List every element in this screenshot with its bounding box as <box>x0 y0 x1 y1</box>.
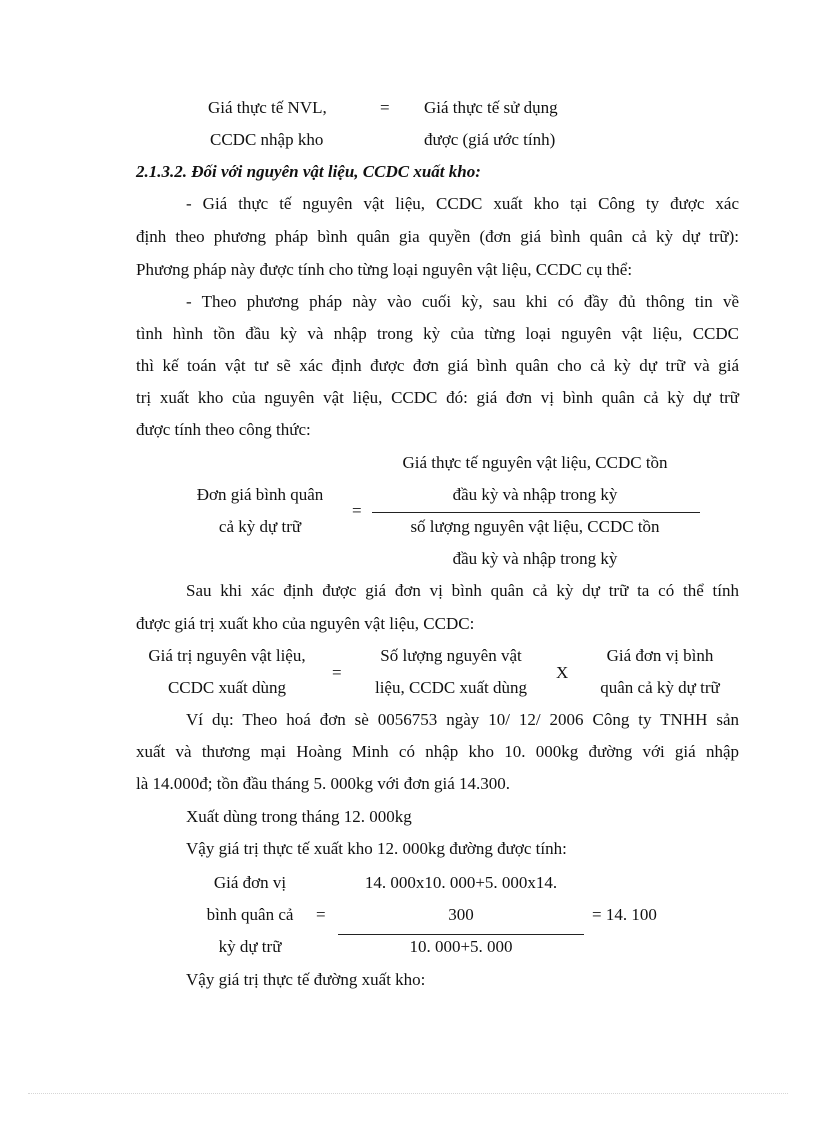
para2-line2: tình hình tồn đầu kỳ và nhập trong kỳ của từng loại nguyên vật liệu, CCDC <box>136 324 739 343</box>
para4-line3: là 14.000đ; tồn đầu tháng 5. 000kg với đơn giá 14.300. <box>136 774 510 793</box>
para3-line1: Sau khi xác định được giá đơn vị bình quân cả kỳ dự trữ ta có thể tính <box>186 581 739 600</box>
para3-line2: được giá trị xuất kho của nguyên vật liệu, CCDC: <box>136 614 475 633</box>
formula2-denominator-line1: số lượng nguyên vật liệu, CCDC tồn <box>410 517 660 536</box>
formula4-left-line1: Giá đơn vị <box>213 873 287 892</box>
para2-line4: trị xuất kho của nguyên vật liệu, CCDC đó: giá đơn vị bình quân cả kỳ dự trữ <box>136 388 739 407</box>
para4-line2: xuất và thương mại Hoàng Minh có nhập kho 10. 000kg đường với giá nhập <box>136 742 739 761</box>
formula3-times: X <box>556 663 569 682</box>
formula4-left-line2: bình quân cả <box>206 905 294 924</box>
vay-line-2: Vậy giá trị thực tế đường xuất kho: <box>186 970 426 989</box>
page-bottom-divider <box>28 1093 788 1094</box>
para1-line2: định theo phương pháp bình quân gia quyền (đơn giá bình quân cả kỳ dự trữ): <box>136 227 739 246</box>
para2-line5: được tính theo công thức: <box>136 420 311 439</box>
formula1-right-line2: được (giá ước tính) <box>424 130 556 149</box>
formula2-numerator-line1: Giá thực tế nguyên vật liệu, CCDC tồn <box>402 453 668 472</box>
formula3-left-line1: Giá trị nguyên vật liệu, <box>148 646 306 665</box>
formula3-right-line2: quân cả kỳ dự trữ <box>600 678 720 697</box>
formula1-left-line2: CCDC nhập kho <box>210 130 324 149</box>
formula3-equals: = <box>332 663 342 682</box>
vay-line-1: Vậy giá trị thực tế xuất kho 12. 000kg đường được tính: <box>186 839 567 858</box>
formula2-numerator-line2: đầu kỳ và nhập trong kỳ <box>452 485 618 504</box>
para1-line1: - Giá thực tế nguyên vật liệu, CCDC xuất kho tại Công ty được xác <box>186 194 739 213</box>
formula3-middle-line2: liệu, CCDC xuất dùng <box>374 678 528 697</box>
para4-line1: Ví dụ: Theo hoá đơn sè 0056753 ngày 10/ 12/ 2006 Công ty TNHH sản <box>186 710 739 729</box>
formula3-right-line1: Giá đơn vị bình <box>606 646 714 665</box>
formula2-denominator-line2: đầu kỳ và nhập trong kỳ <box>452 549 618 568</box>
formula1-right-line1: Giá thực tế sử dụng <box>424 98 558 117</box>
formula2-equals: = <box>352 501 362 520</box>
formula2-left-line1: Đơn giá bình quân <box>196 485 324 504</box>
para1-line3: Phương pháp này được tính cho từng loại nguyên vật liệu, CCDC cụ thể: <box>136 260 633 279</box>
formula3-middle-line1: Số lượng nguyên vật <box>380 646 522 665</box>
formula2-left-line2: cả kỳ dự trữ <box>218 517 302 536</box>
formula4-numerator-line1: 14. 000x10. 000+5. 000x14. <box>364 873 558 892</box>
formula1-left-line1: Giá thực tế NVL, <box>208 98 327 117</box>
formula4-left-line3: kỳ dự trữ <box>218 937 282 956</box>
xuat-dung-line: Xuất dùng trong tháng 12. 000kg <box>186 807 412 826</box>
section-heading: 2.1.3.2. Đối với nguyên vật liệu, CCDC xuất kho: <box>136 162 481 181</box>
formula4-denominator: 10. 000+5. 000 <box>409 937 513 956</box>
formula4-equals: = <box>316 905 326 924</box>
formula4-numerator-line2: 300 <box>448 905 474 924</box>
para2-line1: - Theo phương pháp này vào cuối kỳ, sau khi có đầy đủ thông tin về <box>186 292 739 311</box>
formula3-left-line2: CCDC xuất dùng <box>167 678 287 697</box>
para2-line3: thì kế toán vật tư sẽ xác định được đơn giá bình quân cho cả kỳ dự trữ và giá <box>136 356 739 375</box>
formula2-fraction-bar <box>372 512 700 513</box>
formula4-result: = 14. 100 <box>592 905 657 924</box>
formula1-equals: = <box>380 98 390 117</box>
formula4-fraction-bar <box>338 934 584 935</box>
